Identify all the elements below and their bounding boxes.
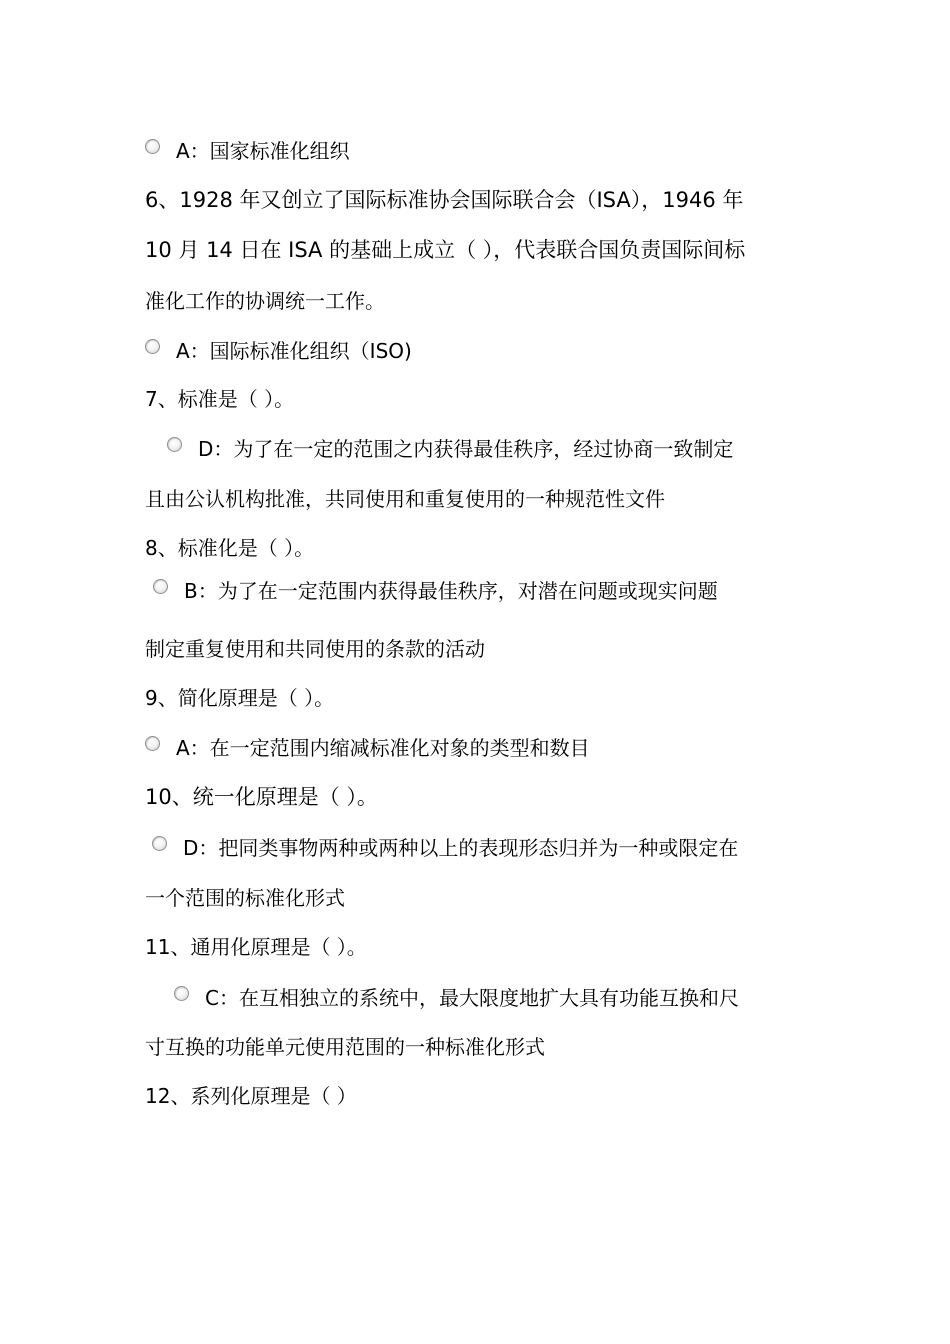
question-text-continuation: 准化工作的协调统一工作。	[145, 289, 385, 313]
option-text: A：在一定范围内缩减标准化对象的类型和数目	[176, 736, 590, 760]
question-text: 12、系列化原理是（ ）	[145, 1084, 357, 1108]
question-text: 11、通用化原理是（ ）。	[145, 935, 367, 959]
question-text: 8、标准化是（ ）。	[145, 536, 315, 560]
radio-button-icon[interactable]	[145, 339, 160, 354]
option-text-continuation: 制定重复使用和共同使用的条款的活动	[145, 637, 485, 661]
radio-button-icon[interactable]	[145, 736, 160, 751]
option-text: B：为了在一定范围内获得最佳秩序，对潜在问题或现实问题	[184, 579, 718, 603]
option-row[interactable]	[145, 337, 412, 365]
question-text: 10、统一化原理是（ ）。	[145, 785, 378, 809]
option-text: A：国际标准化组织（ISO)	[176, 339, 412, 363]
option-text-continuation: 且由公认机构批准，共同使用和重复使用的一种规范性文件	[145, 487, 665, 511]
option-text: A：国家标准化组织	[176, 139, 350, 163]
option-row[interactable]	[153, 577, 718, 605]
option-row[interactable]	[167, 435, 733, 463]
option-row[interactable]	[145, 734, 590, 762]
option-row[interactable]	[152, 834, 738, 862]
radio-button-icon[interactable]	[174, 986, 189, 1001]
question-text: 9、简化原理是（ ）。	[145, 686, 335, 710]
radio-button-icon[interactable]	[153, 579, 168, 594]
option-text: D：为了在一定的范围之内获得最佳秩序，经过协商一致制定	[198, 437, 734, 461]
option-text: D：把同类事物两种或两种以上的表现形态归并为一种或限定在	[183, 836, 739, 860]
option-text-continuation: 寸互换的功能单元使用范围的一种标准化形式	[145, 1035, 545, 1059]
option-text-continuation: 一个范围的标准化形式	[145, 886, 345, 910]
radio-button-icon[interactable]	[145, 139, 160, 154]
radio-button-icon[interactable]	[167, 437, 182, 452]
question-text: 6、1928 年又创立了国际标准协会国际联合会（ISA），1946 年	[145, 188, 744, 212]
option-row[interactable]	[174, 984, 739, 1012]
option-text: C：在互相独立的系统中，最大限度地扩大具有功能互换和尺	[205, 986, 739, 1010]
question-text: 7、标准是（ ）。	[145, 387, 295, 411]
radio-button-icon[interactable]	[152, 836, 167, 851]
question-text-continuation: 10 月 14 日在 ISA 的基础上成立（ ），代表联合国负责国际间标	[145, 238, 746, 262]
option-row[interactable]	[145, 137, 350, 165]
